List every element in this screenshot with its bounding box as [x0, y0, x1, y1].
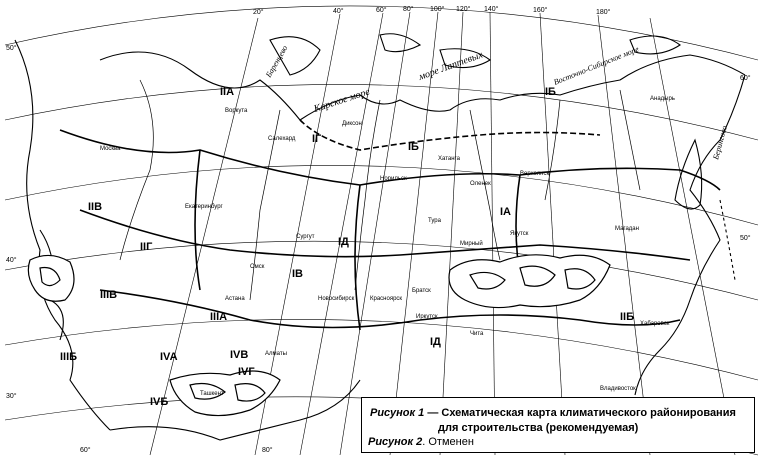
- meridian-label-80: 80°: [403, 6, 414, 13]
- meridian-label-160: 160°: [533, 7, 548, 14]
- city-yakutsk: Якутск: [510, 231, 529, 237]
- figure-1-title-line2: для строительства (рекомендуемая): [438, 422, 639, 434]
- city-astana: Астана: [225, 296, 245, 302]
- meridian-label-bottom-80: 80°: [262, 447, 273, 454]
- zone-label-ib-east: IБ: [545, 86, 556, 98]
- meridian-label-100: 100°: [430, 6, 445, 13]
- zone-label-iib: IIБ: [620, 311, 635, 323]
- sea-label-east-siberian: Восточно-Сибирское море: [552, 44, 641, 87]
- zone-label-iiib: IIIБ: [60, 351, 78, 363]
- city-tashkent: Ташкент: [200, 391, 224, 397]
- zone-label-ib-north: IБ: [408, 141, 419, 153]
- zone-label-iia: IIA: [220, 86, 235, 98]
- figure-2-text: . Отменен: [422, 436, 474, 448]
- figure-2-caption: [368, 436, 474, 448]
- zone-label-iiiv: IIIB: [100, 289, 118, 301]
- zone-label-id: IД: [338, 236, 349, 248]
- city-olenek: Оленек: [470, 181, 491, 187]
- city-vorkuta: Воркута: [225, 108, 248, 114]
- meridian-label-bottom-60: 60°: [80, 447, 91, 454]
- zone-label-id-south: IД: [430, 336, 441, 348]
- zone-label-ig: IГ: [312, 133, 322, 145]
- meridian-label-120: 120°: [456, 6, 471, 13]
- zone-label-iva: IVA: [160, 351, 178, 363]
- latitude-label-left-50: 50°: [6, 45, 17, 52]
- city-norilsk: Норильск: [380, 176, 407, 182]
- zone-label-iiv: IIB: [88, 201, 103, 213]
- zone-label-ib: IB: [292, 268, 303, 280]
- sea-label-laptev: море Лаптевых: [417, 49, 485, 83]
- figure-2-label: Рисунок 2: [368, 436, 423, 448]
- city-khabarovsk: Хабаровск: [640, 321, 670, 327]
- zone-label-ivb: IVБ: [150, 396, 169, 408]
- zone-label-iig: IIГ: [140, 241, 153, 253]
- sea-label-bering: Берингово: [711, 124, 729, 161]
- city-surgut: Сургут: [296, 234, 315, 240]
- meridian-label-140: 140°: [484, 6, 499, 13]
- zone-label-ivv: IVB: [230, 349, 249, 361]
- city-mirny: Мирный: [460, 241, 483, 247]
- sea-label-barents: Баренцево: [263, 43, 290, 79]
- figure-1-dash: —: [424, 407, 442, 419]
- figure-caption-box: [361, 397, 755, 453]
- meridian-label-180: 180°: [596, 9, 611, 16]
- city-anadyr: Анадырь: [650, 96, 675, 102]
- sea-label-kara: Карское море: [312, 86, 372, 115]
- city-krasnoyarsk: Красноярск: [370, 296, 403, 302]
- city-omsk: Омск: [250, 264, 265, 270]
- city-salekhard: Салехард: [268, 136, 296, 142]
- city-chita: Чита: [470, 331, 484, 337]
- figure-1-label: Рисунок 1: [370, 407, 425, 419]
- latitude-label-right-60: 60°: [740, 75, 751, 82]
- city-dikson: Диксон: [342, 121, 362, 127]
- meridian-label-60: 60°: [376, 7, 387, 14]
- city-vladivostok: Владивосток: [600, 386, 636, 392]
- latitude-label-left-30: 30°: [6, 393, 17, 400]
- city-bratsk: Братск: [412, 288, 431, 294]
- meridian-label-40: 40°: [333, 8, 344, 15]
- city-verkhoyansk: Верхоянск: [520, 171, 550, 177]
- city-ekaterinburg: Екатеринбург: [185, 204, 223, 210]
- latitude-label-left-40: 40°: [6, 257, 17, 264]
- figure-1-caption-line1: [370, 407, 736, 419]
- city-khatanga: Хатанга: [438, 156, 460, 162]
- city-moskva: Москва: [100, 146, 121, 152]
- zone-label-iiia: IIIA: [210, 311, 228, 323]
- zone-label-ivg: IVГ: [238, 366, 255, 378]
- city-magadan: Магадан: [615, 226, 639, 232]
- city-irkutsk: Иркутск: [416, 314, 438, 320]
- city-almaty: Алматы: [265, 351, 287, 357]
- figure-1-title-line1: Схематическая карта климатического районирования: [441, 407, 736, 419]
- meridian-label-20: 20°: [253, 9, 264, 16]
- city-tura: Тура: [428, 218, 441, 224]
- city-novosibirsk: Новосибирск: [318, 296, 355, 302]
- latitude-label-right-50: 50°: [740, 235, 751, 242]
- zone-label-ia: IA: [500, 206, 511, 218]
